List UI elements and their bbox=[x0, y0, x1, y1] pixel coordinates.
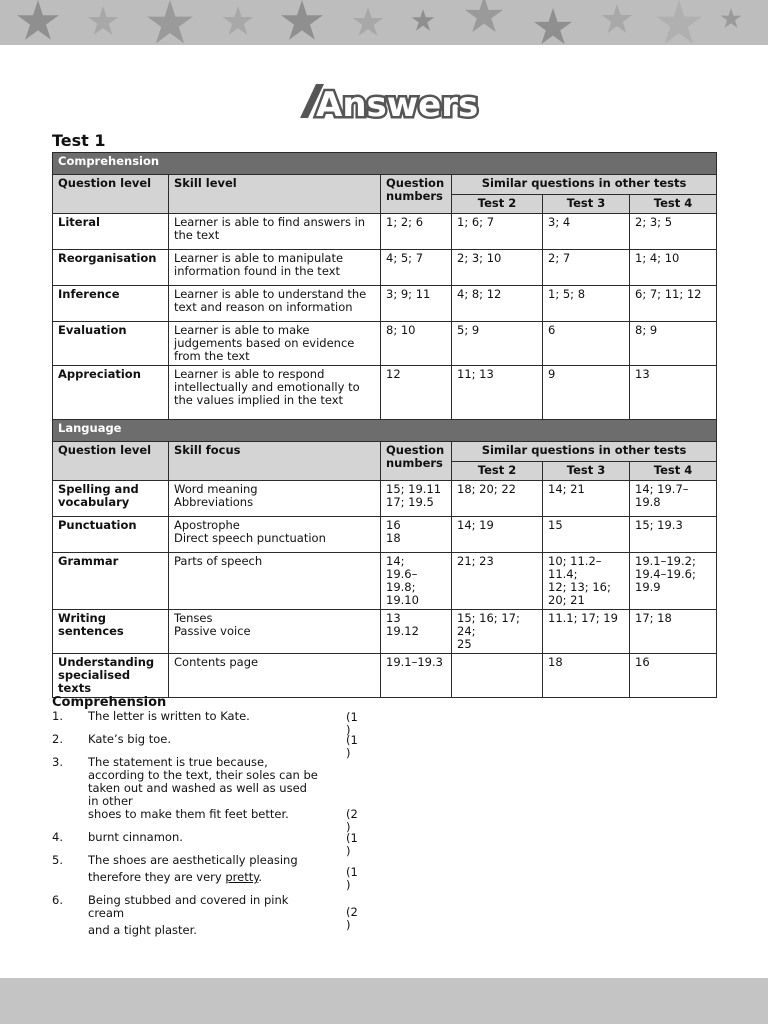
header-test3: Test 3 bbox=[543, 194, 630, 214]
row-test4: 13 bbox=[630, 366, 717, 421]
header-question-level: Question level bbox=[53, 442, 169, 481]
row-test3: 15 bbox=[543, 517, 630, 553]
answer-text bbox=[88, 894, 326, 937]
section-header-row bbox=[53, 153, 717, 175]
row-question-numbers: 8; 10 bbox=[381, 322, 452, 366]
row-level: Appreciation bbox=[53, 366, 169, 421]
answer-line-suffix: . bbox=[258, 870, 263, 884]
header-question-level: Question level bbox=[53, 175, 169, 214]
answers-logo-text: Answers bbox=[316, 85, 479, 124]
row-test3: 1; 5; 8 bbox=[543, 286, 630, 322]
test-title: Test 1 bbox=[52, 131, 106, 150]
row-test2 bbox=[452, 654, 543, 698]
row-test2: 2; 3; 10 bbox=[452, 250, 543, 286]
row-level: Understanding specialised texts bbox=[53, 654, 169, 698]
answer-line: The shoes are aesthetically pleasing bbox=[88, 853, 298, 867]
answer-text bbox=[88, 733, 326, 746]
table-row bbox=[53, 250, 717, 286]
row-level: Writing sentences bbox=[53, 610, 169, 654]
table-row bbox=[53, 553, 717, 610]
row-skill: Learner is able to manipulate information found in the text bbox=[169, 250, 381, 286]
row-level: Spelling and vocabulary bbox=[53, 481, 169, 517]
answers-logo bbox=[292, 80, 482, 124]
answer-number: 5. bbox=[52, 853, 63, 867]
header-row bbox=[53, 175, 717, 195]
row-question-numbers: 14; 19.6–19.8; 19.10 bbox=[381, 553, 452, 610]
row-test3: 14; 21 bbox=[543, 481, 630, 517]
row-level: Literal bbox=[53, 214, 169, 250]
header-test3: Test 3 bbox=[543, 461, 630, 481]
table-row bbox=[53, 654, 717, 698]
answer-item bbox=[52, 894, 382, 937]
row-test2: 18; 20; 22 bbox=[452, 481, 543, 517]
table-row bbox=[53, 517, 717, 553]
row-skill: Parts of speech bbox=[169, 553, 381, 610]
row-test3: 11.1; 17; 19 bbox=[543, 610, 630, 654]
answer-number: 6. bbox=[52, 893, 63, 907]
row-question-numbers: 16 18 bbox=[381, 517, 452, 553]
answer-text bbox=[88, 831, 326, 844]
row-test4: 15; 19.3 bbox=[630, 517, 717, 553]
header-test4: Test 4 bbox=[630, 194, 717, 214]
row-question-numbers: 1; 2; 6 bbox=[381, 214, 452, 250]
comprehension-table bbox=[52, 152, 717, 421]
answer-item bbox=[52, 732, 382, 760]
row-test4: 17; 18 bbox=[630, 610, 717, 654]
header-similar-questions: Similar questions in other tests bbox=[452, 442, 717, 462]
row-skill: Learner is able to respond intellectually and emotionally to the values implied in the text bbox=[169, 366, 381, 421]
answer-mark: (1 ) bbox=[346, 865, 358, 892]
row-test3: 10; 11.2–11.4; 12; 13; 16; 20; 21 bbox=[543, 553, 630, 610]
row-question-numbers: 4; 5; 7 bbox=[381, 250, 452, 286]
section-header-row bbox=[53, 420, 717, 442]
table-row bbox=[53, 481, 717, 517]
header-question-numbers: Question numbers bbox=[381, 442, 452, 481]
row-test4: 2; 3; 5 bbox=[630, 214, 717, 250]
header-test2: Test 2 bbox=[452, 461, 543, 481]
row-test2: 1; 6; 7 bbox=[452, 214, 543, 250]
answer-item bbox=[52, 709, 382, 737]
row-skill: Contents page bbox=[169, 654, 381, 698]
answer-item bbox=[52, 830, 382, 858]
answer-line: shoes to make them fit feet better. bbox=[88, 807, 289, 821]
table-row bbox=[53, 214, 717, 250]
answer-mark: (1 ) bbox=[346, 710, 358, 737]
row-test3: 3; 4 bbox=[543, 214, 630, 250]
answer-item bbox=[52, 853, 382, 892]
answer-line: and a tight plaster. bbox=[88, 923, 197, 937]
header-test2: Test 2 bbox=[452, 194, 543, 214]
star-pattern-icon bbox=[0, 0, 768, 45]
row-level: Punctuation bbox=[53, 517, 169, 553]
row-test3: 18 bbox=[543, 654, 630, 698]
comprehension-answers bbox=[52, 696, 382, 947]
row-test2: 21; 23 bbox=[452, 553, 543, 610]
section-title: Language bbox=[53, 420, 717, 442]
row-question-numbers: 15; 19.11 17; 19.5 bbox=[381, 481, 452, 517]
header-test4: Test 4 bbox=[630, 461, 717, 481]
row-skill: Learner is able to find answers in the text bbox=[169, 214, 381, 250]
row-test4: 8; 9 bbox=[630, 322, 717, 366]
table-row bbox=[53, 366, 717, 421]
row-skill: Learner is able to make judgements based on evidence from the text bbox=[169, 322, 381, 366]
answer-mark: (2 ) bbox=[346, 807, 358, 834]
answer-line: Being stubbed and covered in pink cream bbox=[88, 893, 289, 920]
answer-mark: (1 ) bbox=[346, 733, 358, 760]
answer-line: in other bbox=[88, 794, 133, 808]
footer-band bbox=[0, 978, 768, 1024]
row-test2: 15; 16; 17; 24; 25 bbox=[452, 610, 543, 654]
answer-line: according to the text, their soles can be bbox=[88, 768, 318, 782]
header-skill: Skill level bbox=[169, 175, 381, 214]
table-row bbox=[53, 610, 717, 654]
table-row bbox=[53, 322, 717, 366]
section-title: Comprehension bbox=[53, 153, 717, 175]
row-test4: 19.1–19.2; 19.4–19.6; 19.9 bbox=[630, 553, 717, 610]
row-test2: 11; 13 bbox=[452, 366, 543, 421]
language-table bbox=[52, 419, 717, 698]
row-test4: 6; 7; 11; 12 bbox=[630, 286, 717, 322]
star-banner bbox=[0, 0, 768, 45]
row-question-numbers: 19.1–19.3 bbox=[381, 654, 452, 698]
header-question-numbers: Question numbers bbox=[381, 175, 452, 214]
answer-number: 2. bbox=[52, 732, 63, 746]
row-skill: Word meaning Abbreviations bbox=[169, 481, 381, 517]
answer-line: The statement is true because, bbox=[88, 755, 268, 769]
row-question-numbers: 12 bbox=[381, 366, 452, 421]
row-test3: 2; 7 bbox=[543, 250, 630, 286]
row-test2: 5; 9 bbox=[452, 322, 543, 366]
row-level: Reorganisation bbox=[53, 250, 169, 286]
answer-number: 3. bbox=[52, 755, 63, 769]
answer-text bbox=[88, 756, 326, 821]
answer-mark: (1 ) bbox=[346, 831, 358, 858]
answer-mark: (2 ) bbox=[346, 905, 358, 932]
row-level: Evaluation bbox=[53, 322, 169, 366]
row-skill: Apostrophe Direct speech punctuation bbox=[169, 517, 381, 553]
table-row bbox=[53, 286, 717, 322]
answer-line: The letter is written to Kate. bbox=[88, 709, 250, 723]
header-skill: Skill focus bbox=[169, 442, 381, 481]
answer-underlined-word: pretty bbox=[225, 870, 259, 884]
row-skill: Tenses Passive voice bbox=[169, 610, 381, 654]
answer-text bbox=[88, 854, 326, 884]
row-test4: 14; 19.7–19.8 bbox=[630, 481, 717, 517]
row-level: Inference bbox=[53, 286, 169, 322]
row-test3: 6 bbox=[543, 322, 630, 366]
row-test2: 14; 19 bbox=[452, 517, 543, 553]
row-test4: 1; 4; 10 bbox=[630, 250, 717, 286]
row-skill: Learner is able to understand the text and reason on information bbox=[169, 286, 381, 322]
answer-line: burnt cinnamon. bbox=[88, 830, 183, 844]
header-similar-questions: Similar questions in other tests bbox=[452, 175, 717, 195]
row-question-numbers: 13 19.12 bbox=[381, 610, 452, 654]
answers-title: Comprehension bbox=[52, 695, 167, 710]
answer-number: 4. bbox=[52, 830, 63, 844]
answer-text bbox=[88, 710, 326, 723]
answer-number: 1. bbox=[52, 709, 63, 723]
answer-line bbox=[88, 871, 326, 884]
row-level: Grammar bbox=[53, 553, 169, 610]
answer-line: Kate’s big toe. bbox=[88, 732, 171, 746]
row-test2: 4; 8; 12 bbox=[452, 286, 543, 322]
row-question-numbers: 3; 9; 11 bbox=[381, 286, 452, 322]
answer-line: taken out and washed as well as used bbox=[88, 781, 307, 795]
header-row bbox=[53, 442, 717, 462]
answer-line-prefix: therefore they are very bbox=[88, 870, 226, 884]
answer-item bbox=[52, 755, 382, 834]
row-test4: 16 bbox=[630, 654, 717, 698]
row-test3: 9 bbox=[543, 366, 630, 421]
